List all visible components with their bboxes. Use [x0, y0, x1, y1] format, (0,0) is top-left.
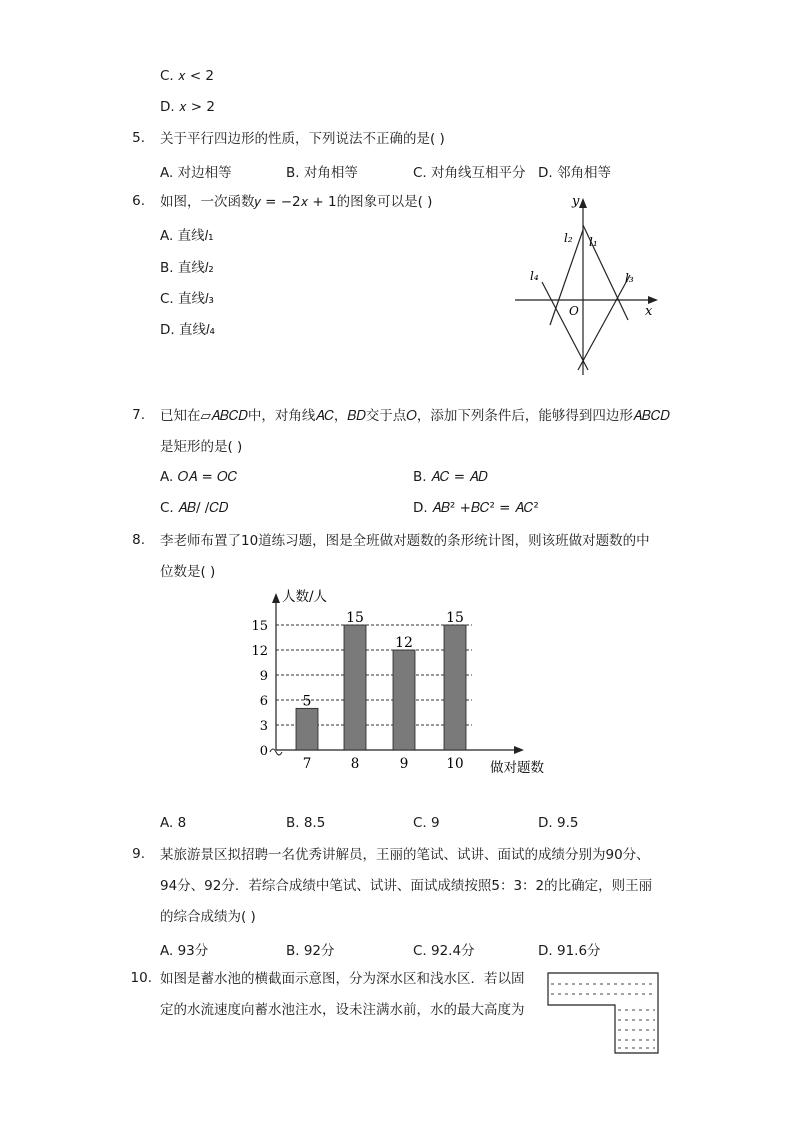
- bar-data-label: 15: [446, 610, 464, 626]
- q8-stem-line2: 位数是( ): [160, 564, 216, 580]
- q7-number: 7.: [132, 407, 145, 423]
- q4-option-d: D. 𝑥 > 2: [160, 99, 215, 115]
- q9-stem-line1: 某旅游景区拟招聘一名优秀讲解员，王丽的笔试、试讲、面试的成绩分别为90分、: [160, 847, 650, 863]
- y-axis-arrow: [272, 593, 280, 603]
- bar: [344, 625, 366, 750]
- q5-number: 5.: [132, 130, 145, 146]
- x-tick-label: 8: [350, 756, 360, 772]
- q7-stem-line1: 已知在▱𝐴𝐵𝐶𝐷中，对角线𝐴𝐶，𝐵𝐷交于点𝑂，添加下列条件后，能够得到四边形𝐴𝐵𝐶𝐷: [160, 408, 670, 424]
- q9-option-c: C. 92.4分: [413, 943, 475, 959]
- figure-l2-label: l₂: [564, 231, 573, 245]
- bar-data-label: 12: [395, 635, 413, 651]
- q6-option-a: A. 直线𝑙₁: [160, 228, 214, 244]
- q8-option-b: B. 8.5: [286, 815, 326, 831]
- x-axis-arrow: [648, 296, 658, 304]
- q8-number: 8.: [132, 532, 145, 548]
- bar: [393, 650, 415, 750]
- line-l4b: [542, 282, 588, 370]
- q7-option-d: D. 𝐴𝐵² +𝐵𝐶² = 𝐴𝐶²: [413, 500, 539, 516]
- q10-stem-line1: 如图是蓄水池的横截面示意图，分为深水区和浅水区．若以固: [160, 971, 525, 987]
- y-tick-label: 6: [259, 694, 268, 709]
- q10-number: 10.: [130, 970, 152, 986]
- q8-bar-chart: [240, 585, 560, 780]
- q9-number: 9.: [132, 846, 145, 862]
- x-tick-label: 9: [399, 756, 409, 772]
- q9-option-a: A. 93分: [160, 943, 209, 959]
- q8-option-a: A. 8: [160, 815, 187, 831]
- x-tick-label: 10: [446, 756, 464, 772]
- q6-option-b: B. 直线𝑙₂: [160, 260, 214, 276]
- bar: [296, 708, 318, 750]
- y-tick-label: 3: [259, 719, 268, 734]
- figure-x-label: x: [645, 304, 653, 319]
- q8-option-c: C. 9: [413, 815, 440, 831]
- figure-l1-label: l₁: [589, 235, 598, 249]
- y-tick-label: 12: [251, 644, 268, 659]
- y-tick-label: 15: [251, 619, 268, 634]
- x-tick-label: 7: [302, 756, 312, 772]
- q6-number: 6.: [132, 193, 145, 209]
- q7-option-b: B. 𝐴𝐶 = 𝐴𝐷: [413, 469, 488, 485]
- q7-option-c: C. 𝐴𝐵/ /𝐶𝐷: [160, 500, 229, 516]
- q6-option-c: C. 直线𝑙₃: [160, 291, 214, 307]
- q8-stem-line1: 李老师布置了10道练习题，图是全班做对题数的条形统计图，则该班做对题数的中: [160, 533, 650, 549]
- q9-option-d: D. 91.6分: [538, 943, 601, 959]
- y-axis-label: 人数/人: [282, 589, 328, 605]
- q10-pool-figure: [545, 970, 665, 1060]
- q8-option-d: D. 9.5: [538, 815, 579, 831]
- q5-option-a: A. 对边相等: [160, 165, 232, 181]
- q6-option-d: D. 直线𝑙₄: [160, 322, 215, 338]
- figure-y-label: y: [572, 194, 580, 209]
- q4-option-c: C. 𝑥 < 2: [160, 68, 215, 84]
- q5-option-c: C. 对角线互相平分: [413, 165, 526, 181]
- y-axis-arrow: [579, 198, 587, 208]
- q5-option-d: D. 邻角相等: [538, 165, 611, 181]
- q6-stem: 如图，一次函数𝑦 = −2𝑥 + 1的图象可以是( ): [160, 194, 433, 210]
- y-tick-label: 9: [259, 669, 268, 684]
- bar: [444, 625, 466, 750]
- x-axis-label: 做对题数: [490, 760, 544, 776]
- figure-l3-label: l₃: [625, 271, 634, 285]
- x-axis-arrow: [514, 746, 524, 754]
- line-l3: [578, 275, 630, 370]
- q9-stem-line3: 的综合成绩为( ): [160, 909, 256, 925]
- bar-data-label: 5: [302, 693, 312, 710]
- q5-option-b: B. 对角相等: [286, 165, 358, 181]
- q7-stem-line2: 是矩形的是( ): [160, 439, 243, 455]
- q7-option-a: A. 𝑂𝐴 = 𝑂𝐶: [160, 469, 238, 485]
- q10-stem-line2: 定的水流速度向蓄水池注水，设未注满水前，水的最大高度为: [160, 1002, 525, 1018]
- q9-option-b: B. 92分: [286, 943, 335, 959]
- y-tick-label: 0: [259, 744, 268, 759]
- q9-stem-line2: 94分、92分．若综合成绩中笔试、试讲、面试成绩按照5：3：2的比确定，则王丽: [160, 878, 653, 894]
- figure-l4-label: l₄: [530, 269, 539, 283]
- bar-data-label: 15: [346, 610, 364, 626]
- q6-lines-figure: [510, 190, 670, 380]
- q5-stem: 关于平行四边形的性质，下列说法不正确的是( ): [160, 131, 445, 147]
- figure-origin-label: O: [569, 304, 579, 318]
